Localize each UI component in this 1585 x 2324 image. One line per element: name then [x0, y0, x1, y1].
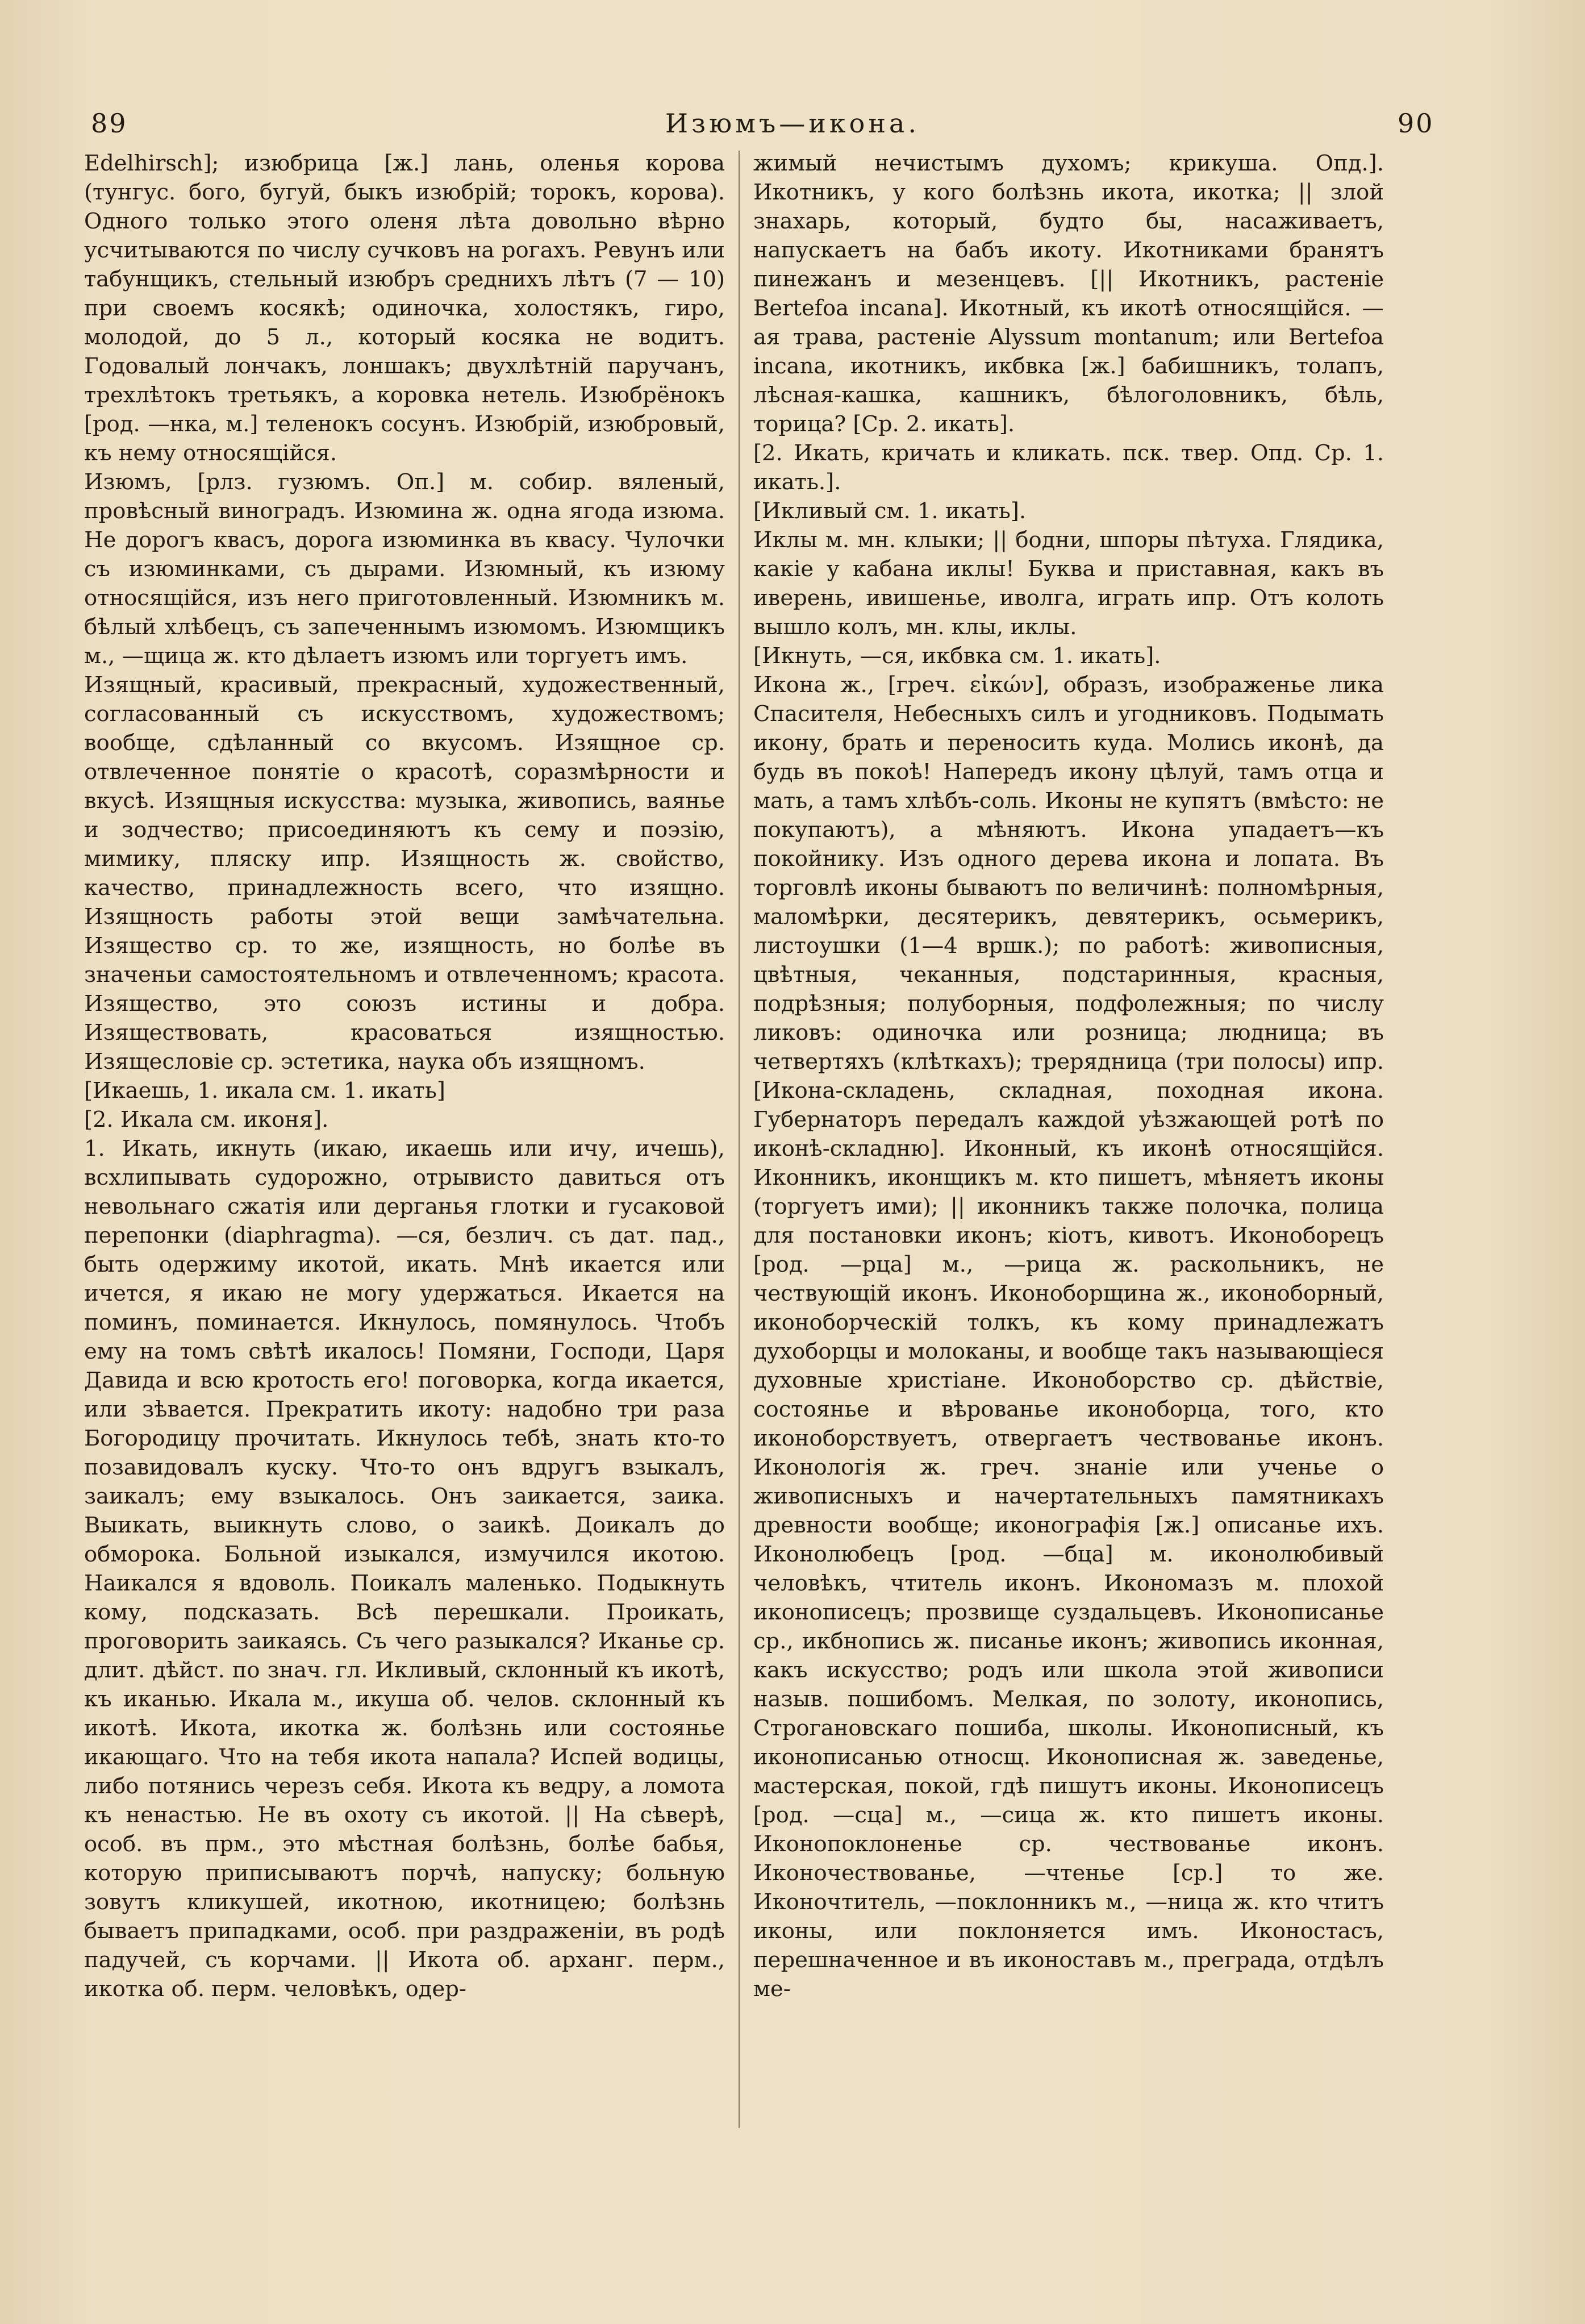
- entry-paragraph: Edelhirsch]; изюбрица [ж.] лань, оленья корова (тунгус. бого, бугуй, быкъ изюбрій; торокъ, корова). Одного только этого оленя лѣта довольно вѣрно усчитываются по числу сучковъ на рогахъ. Ревунъ или табунщикъ, стельный изюбръ среднихъ лѣтъ (7 — 10) при своемъ косякѣ; одиночка, холостякъ, гиро, молодой, до 5 л., который косяка не водитъ. Годовалый лончакъ, лоншакъ; двухлѣтній паручанъ, трехлѣтокъ третьякъ, а коровка нетель. Изюбрёнокъ [род. —нка, м.] теленокъ сосунъ. Изюбрій, изюбровый, къ нему относящійся.: [84, 151, 725, 466]
- column-divider: [739, 151, 740, 2128]
- entry-paragraph: [Икливый см. 1. икать].: [753, 498, 1027, 524]
- entry-paragraph: [2. Икала см. иконя].: [84, 1107, 329, 1132]
- right-column: [753, 149, 1384, 2004]
- entry-paragraph: [Икаешь, 1. икала см. 1. икать]: [84, 1078, 445, 1103]
- entry-paragraph: [Икнуть, —ся, икбвка см. 1. икать].: [753, 643, 1161, 669]
- page-number-left: 89: [91, 108, 128, 139]
- page-number-right: 90: [1398, 108, 1434, 139]
- running-title: Изюмъ—икона.: [665, 108, 920, 139]
- entry-paragraph: Изюмъ, [рлз. гузюмъ. Оп.] м. собир. вяленый, провѣсный виноградъ. Изюмина ж. одна ягода изюма. Не дорогъ квасъ, дорога изюминка въ квасу. Чулочки съ изюминками, съ дырами. Изюмный, къ изюму относящійся, изъ него приготовленный. Изюмникъ м. бѣлый хлѣбецъ, съ запеченнымъ изюмомъ. Изюмщикъ м., —щица ж. кто дѣлаетъ изюмъ или торгуетъ имъ.: [84, 469, 725, 669]
- entry-paragraph: Икона ж., [греч. εἰκών], образъ, изображенье лика Спасителя, Небесныхъ силъ и угодниковъ. Подымать икону, брать и переносить куда. Молись иконѣ, да будь въ покоѣ! Напередъ икону цѣлуй, тамъ отца и мать, а тамъ хлѣбъ-соль. Иконы не купятъ (вмѣсто: не покупаютъ), а мѣняютъ. Икона упадаетъ—къ покойнику. Изъ одного дерева икона и лопата. Въ торговлѣ иконы бываютъ по величинѣ: полномѣрныя, маломѣрки, десятерикъ, девятерикъ, осьмерикъ, листоушки (1—4 вршк.); по работѣ: живописныя, цвѣтныя, чеканныя, подстаринныя, красныя, подрѣзныя; полуборныя, подфолежныя; по числу ликовъ: одиночка или розница; людница; въ четвертяхъ (клѣткахъ); трерядница (три полосы) ипр. [Икона-складень, складная, походная икона. Губернаторъ передалъ каждой уѣзжающей ротѣ по иконѣ-складню]. Иконный, къ иконѣ относящійся. Иконникъ, иконщикъ м. кто пишетъ, мѣняетъ иконы (торгуетъ ими); || иконникъ также полочка, полица для постановки иконъ; кіотъ, кивотъ. Иконоборецъ [род. —рца] м., —рица ж. раскольникъ, не чествующій иконъ. Иконоборщина ж., иконоборный, иконоборческій толкъ, къ кому принадлежатъ духоборцы и молоканы, и вообще такъ называющіеся духовные христіане. Иконоборство ср. дѣйствіе, состоянье и вѣрованье иконоборца, того, кто иконоборствуетъ, отвергаетъ чествованье иконъ. Иконологія ж. греч. знаніе или ученье о живописныхъ и начертательныхъ памятникахъ древности вообще; иконографія [ж.] описанье ихъ. Иконолюбецъ [род. —бца] м. иконолюбивый человѣкъ, чтитель иконъ. Икономазъ м. плохой иконописецъ; прозвище суздальцевъ. Иконописанье ср., икбнопись ж. писанье иконъ; живопись иконная, какъ искусство; родъ или школа этой живописи назыв. пошибомъ. Мелкая, по золоту, иконопись, Строгановскаго пошиба, школы. Иконописный, къ иконописанью относщ. Иконописная ж. заведенье, мастерская, покой, гдѣ пишутъ иконы. Иконописецъ [род. —сца] м., —сица ж. кто пишетъ иконы. Иконопоклоненье ср. чествованье иконъ. Иконочествованье, —чтенье [ср.] то же. Иконочтитель, —поклонникъ м., —ница ж. кто чтитъ иконы, или поклоняется имъ. Иконостасъ, перешначенное и въ иконоставъ м., преграда, отдѣлъ ме-: [753, 672, 1384, 2002]
- left-column: [84, 149, 725, 2004]
- entry-paragraph: [2. Икать, кричать и кликать. пск. твер. Опд. Ср. 1. икать.].: [753, 440, 1384, 495]
- entry-paragraph: 1. Икать, икнуть (икаю, икаешь или ичу, ичешь), всхлипывать судорожно, отрывисто давиться отъ невольнаго сжатія или дерганья глотки и гусаковой перепонки (diaphragma). —ся, безлич. съ дат. пад., быть одержиму икотой, икать. Мнѣ икается или ичется, я икаю не могу удержаться. Икается на поминъ, поминается. Икнулось, помянулось. Чтобъ ему на томъ свѣтѣ икалось! Помяни, Господи, Царя Давида и всю кротость его! поговорка, когда икается, или зѣвается. Прекратить икоту: надобно три раза Богородицу прочитать. Икнулось тебѣ, знать кто-то позавидовалъ куску. Что-то онъ вдругъ взыкалъ, заикалъ; ему взыкалось. Онъ заикается, заика. Выикать, выикнуть слово, о заикѣ. Доикалъ до обморока. Больной изыкался, измучился икотою. Наикался я вдоволь. Поикалъ маленько. Подыкнуть кому, подсказать. Всѣ перешкали. Проикать, проговорить заикаясь. Съ чего разыкался? Иканье ср. длит. дѣйст. по знач. гл. Икливый, склонный къ икотѣ, къ иканью. Икала м., икуша об. челов. склонный къ икотѣ. Икота, икотка ж. болѣзнь или состоянье икающаго. Что на тебя икота напала? Испей водицы, либо потянись черезъ себя. Икота къ ведру, а ломота къ ненастью. Не въ охоту съ икотой. || На сѣверѣ, особ. въ прм., это мѣстная болѣзнь, болѣе бабья, которую приписываютъ порчѣ, напуску; больную зовутъ кликушей, икотною, икотницею; болѣзнь бываетъ припадками, особ. при раздраженіи, въ родѣ падучей, съ корчами. || Икота об. арханг. перм., икотка об. перм. человѣкъ, одер-: [84, 1136, 725, 2002]
- running-header: [0, 97, 1585, 142]
- entry-paragraph: жимый нечистымъ духомъ; крикуша. Опд.]. Икотникъ, у кого болѣзнь икота, икотка; || злой знахарь, который, будто бы, насаживаетъ, напускаетъ на бабъ икоту. Икотниками бранятъ пинежанъ и мезенцевъ. [|| Икотникъ, растеніе Bertefoa incana]. Икотный, къ икотѣ относящійся. —ая трава, растеніе Alyssum montanum; или Bertefoa incana, икотникъ, икбвка [ж.] бабишникъ, толапъ, лѣсная-кашка, кашникъ, бѣлоголовникъ, бѣль, торица? [Ср. 2. икать].: [753, 151, 1384, 437]
- entry-paragraph: Изящный, красивый, прекрасный, художественный, согласованный съ искусствомъ, художествомъ; вообще, сдѣланный со вкусомъ. Изящное ср. отвлеченное понятіе о красотѣ, соразмѣрности и вкусѣ. Изящныя искусства: музыка, живопись, ваянье и зодчество; присоединяютъ къ сему и поэзію, мимику, пляску ипр. Изящность ж. свойство, качество, принадлежность всего, что изящно. Изящность работы этой вещи замѣчательна. Изящество ср. то же, изящность, но болѣе въ значеньи самостоятельномъ и отвлеченномъ; красота. Изящество, это союзъ истины и добра. Изяществовать, красоваться изящностью. Изящесловіе ср. эстетика, наука объ изящномъ.: [84, 672, 725, 1074]
- entry-paragraph: Иклы м. мн. клыки; || бодни, шпоры пѣтуха. Глядика, какіе у кабана иклы! Буква и приставная, какъ въ иверень, ивишенье, иволга, играть ипр. Отъ колоть вышло колъ, мн. клы, иклы.: [753, 527, 1384, 640]
